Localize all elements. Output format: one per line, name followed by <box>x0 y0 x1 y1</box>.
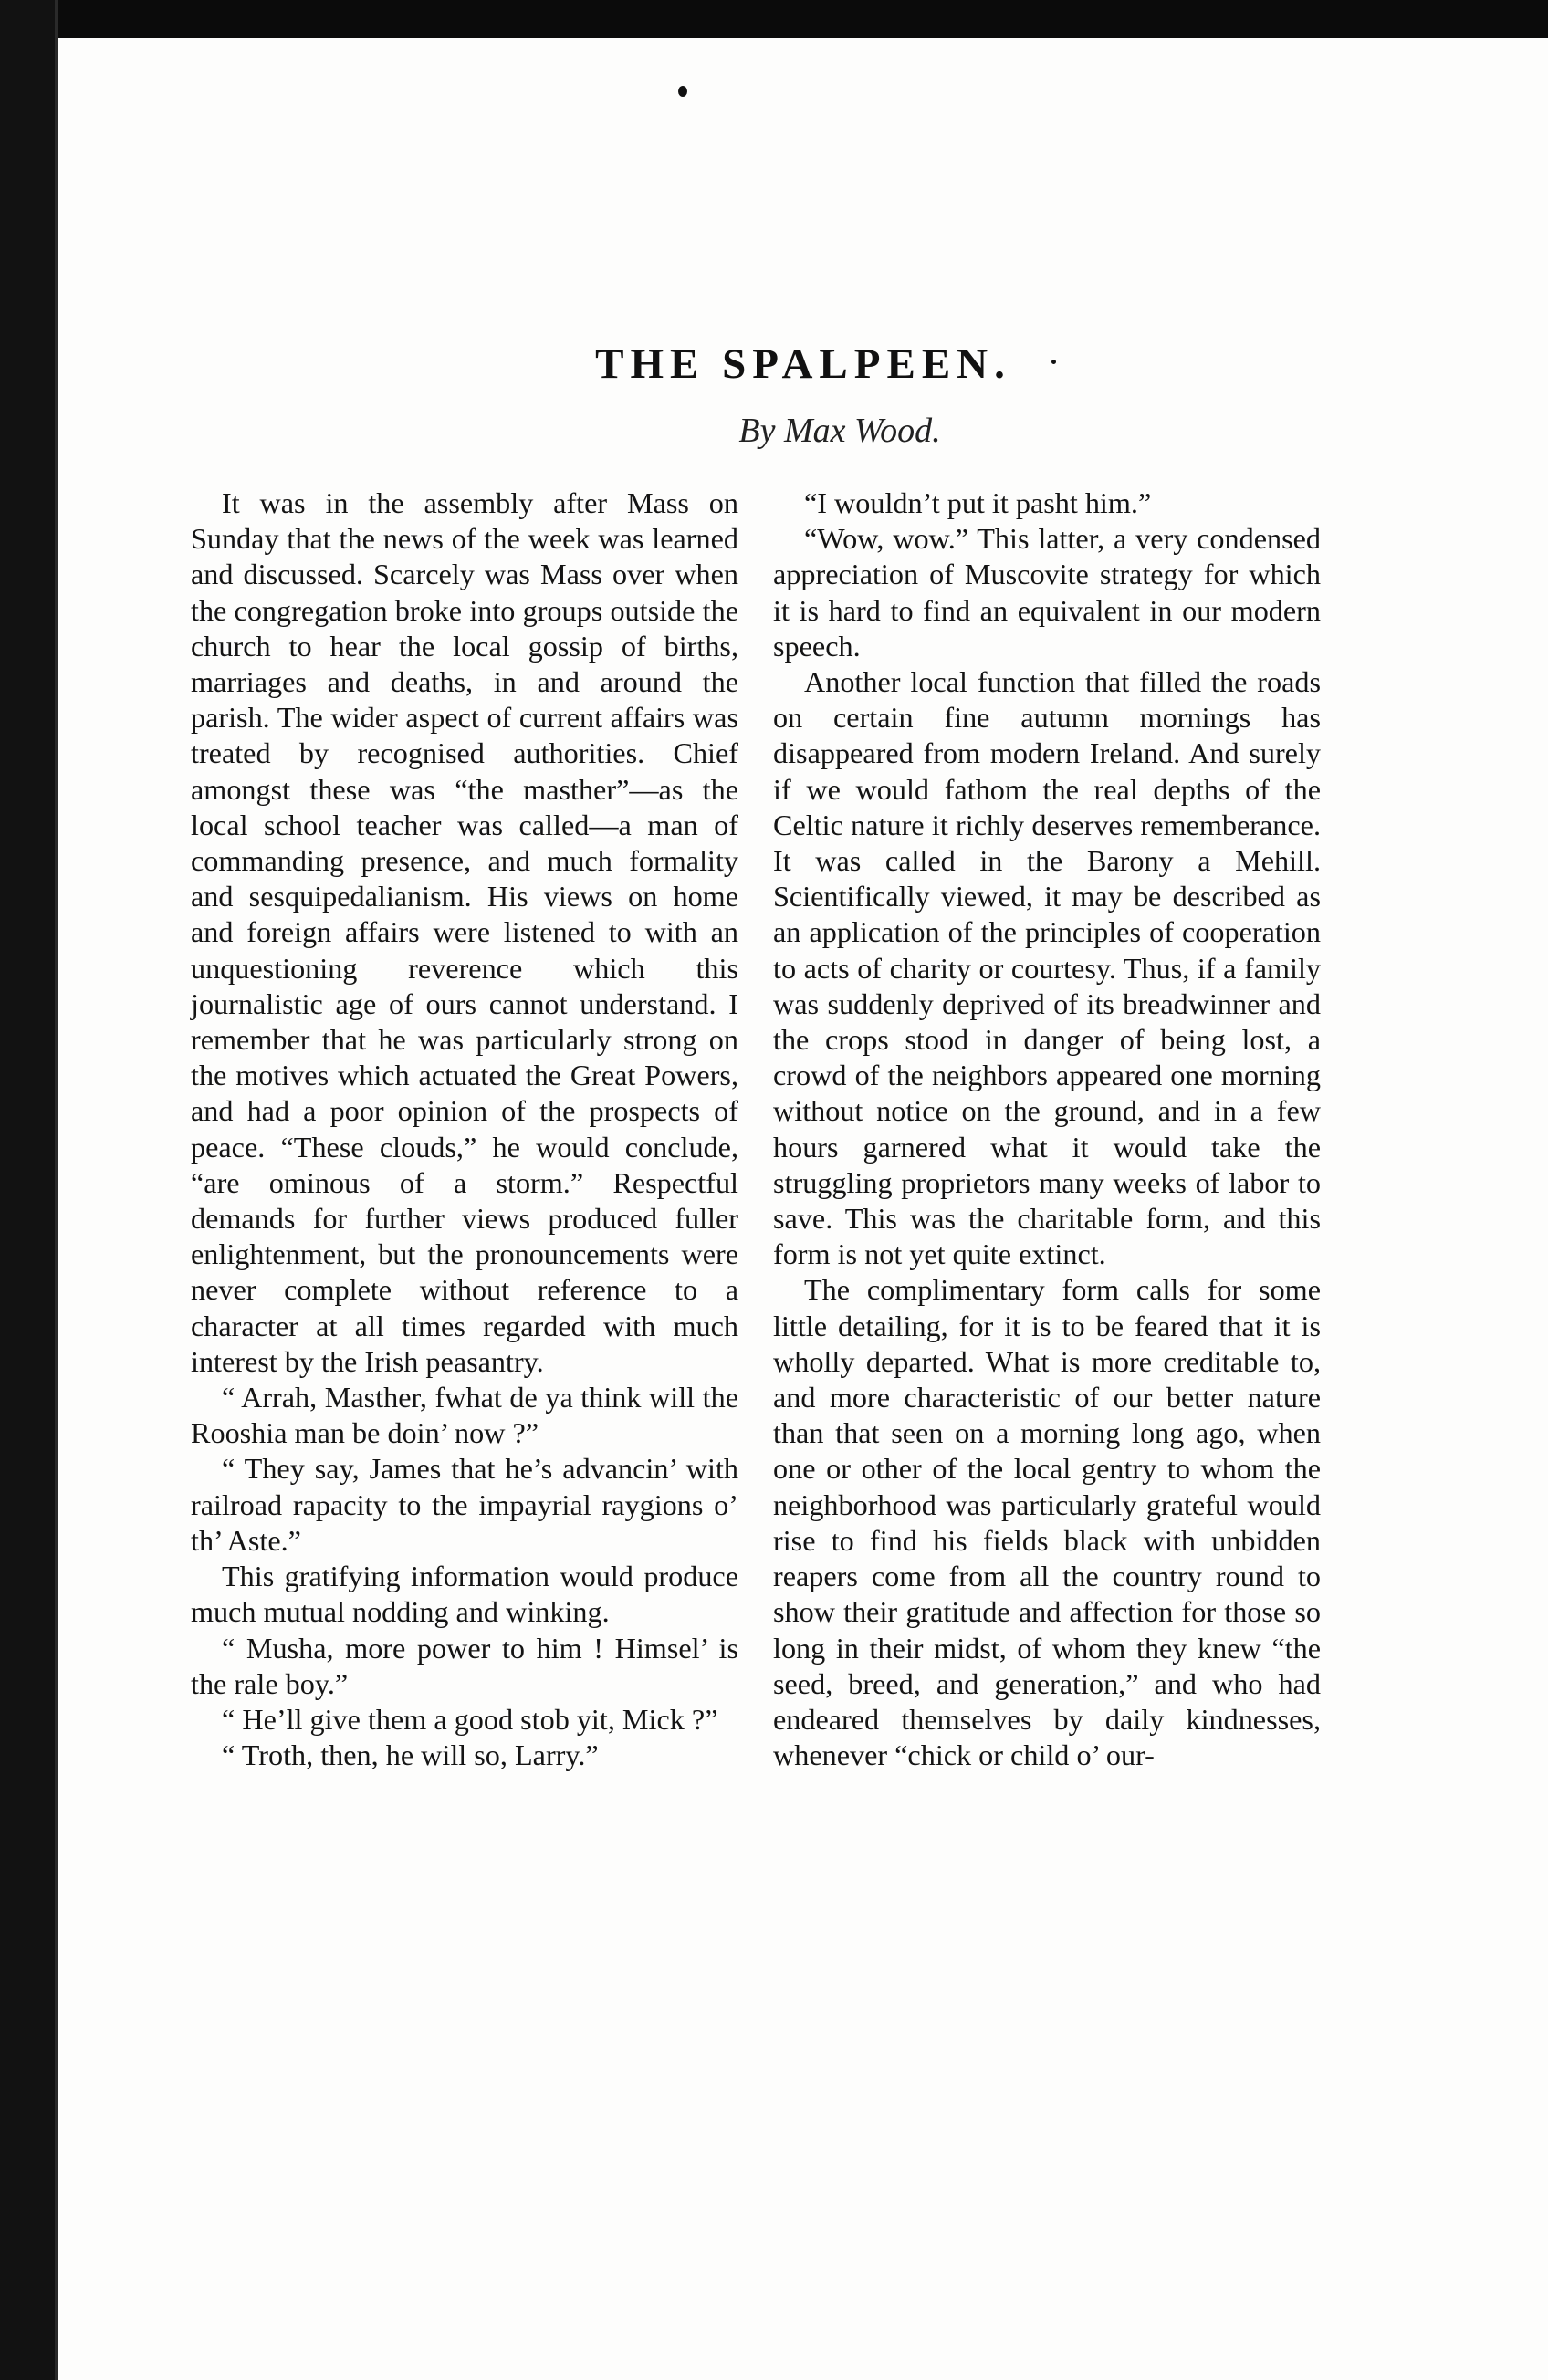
paragraph: Another local function that filled the roads on certain fine autumn mornings has disappeared from modern Ireland. And surely if we would fathom the real depths of the Celtic nature it richly deserves rememberance. It was called in the Barony a Mehill. Scientifically viewed, it may be described as an application of the principles of cooperation to acts of charity or courtesy. Thus, if a family was suddenly deprived of its breadwinner and the crops stood in danger of being lost, a crowd of the neighbors appeared one morning without notice on the ground, and in a few hours garnered what it would take the struggling proprietors many weeks of labor to save. This was the charitable form, and this form is not yet quite extinct. <box>773 665 1321 1271</box>
paragraph: The complimentary form calls for some little detailing, for it is to be feared that it is wholly departed. What is more creditable to, and more characteristic of our better nature than that seen on a morning long ago, when one or other of the local gentry to whom the neighborhood was particularly grateful would rise to find his fields black with unbidden reapers come from all the country round to show their gratitude and affection for those so long in their midst, of whom they knew “the seed, breed, and generation,” and who had endeared themselves by daily kindnesses, whenever “chick or child o’ our- <box>773 1273 1321 1772</box>
article-byline: By Max Wood. <box>738 412 941 450</box>
text-column-left <box>191 485 738 1773</box>
paragraph: It was in the assembly after Mass on Sunday that the news of the week was learned and discussed. Scarcely was Mass over when the congregation broke into groups outside the church to hear the local gossip of births, marriages and deaths, in and around the parish. The wider aspect of current affairs was treated by recognised authorities. Chief amongst these was “the masther”—as the local school teacher was called—a man of commanding presence, and much formality and sesquipedalianism. His views on home and foreign affairs were listened to with an unquestioning reverence which this journalistic age of ours cannot understand. I remember that he was particularly strong on the motives which actuated the Great Powers, and had a poor opinion of the prospects of peace. “These clouds,” he would conclude, “are ominous of a storm.” Respectful demands for further views produced fuller enlightenment, but the pronouncements were never complete without reference to a character at all times regarded with much interest by the Irish peasantry. <box>191 486 738 1378</box>
paragraph: “Wow, wow.” This latter, a very condensed appreciation of Muscovite strategy for which it is hard to find an equivalent in our modern speech. <box>773 522 1321 663</box>
article-title: THE SPALPEEN. <box>595 340 1011 388</box>
paragraph: “I wouldn’t put it pasht him.” <box>804 486 1152 519</box>
ink-speck <box>678 86 687 97</box>
paragraph: “ Troth, then, he will so, Larry.” <box>222 1738 599 1772</box>
text-column-right <box>773 485 1321 1773</box>
paragraph: “ Musha, more power to him ! Himsel’ is the rale boy.” <box>191 1631 738 1700</box>
paragraph: This gratifying information would produce much mutual nodding and winking. <box>191 1560 738 1629</box>
paragraph: “ He’ll give them a good stob yit, Mick ?” <box>222 1702 718 1736</box>
scan-top-border <box>0 0 1548 38</box>
paragraph: “ Arrah, Masther, fwhat de ya think will the Rooshia man be doin’ now ?” <box>191 1381 738 1450</box>
scan-left-border <box>0 0 57 2380</box>
paragraph: “ They say, James that he’s advancin’ with railroad rapacity to the impayrial raygions o’ th’ Aste.” <box>191 1452 738 1557</box>
page <box>58 38 1548 2380</box>
